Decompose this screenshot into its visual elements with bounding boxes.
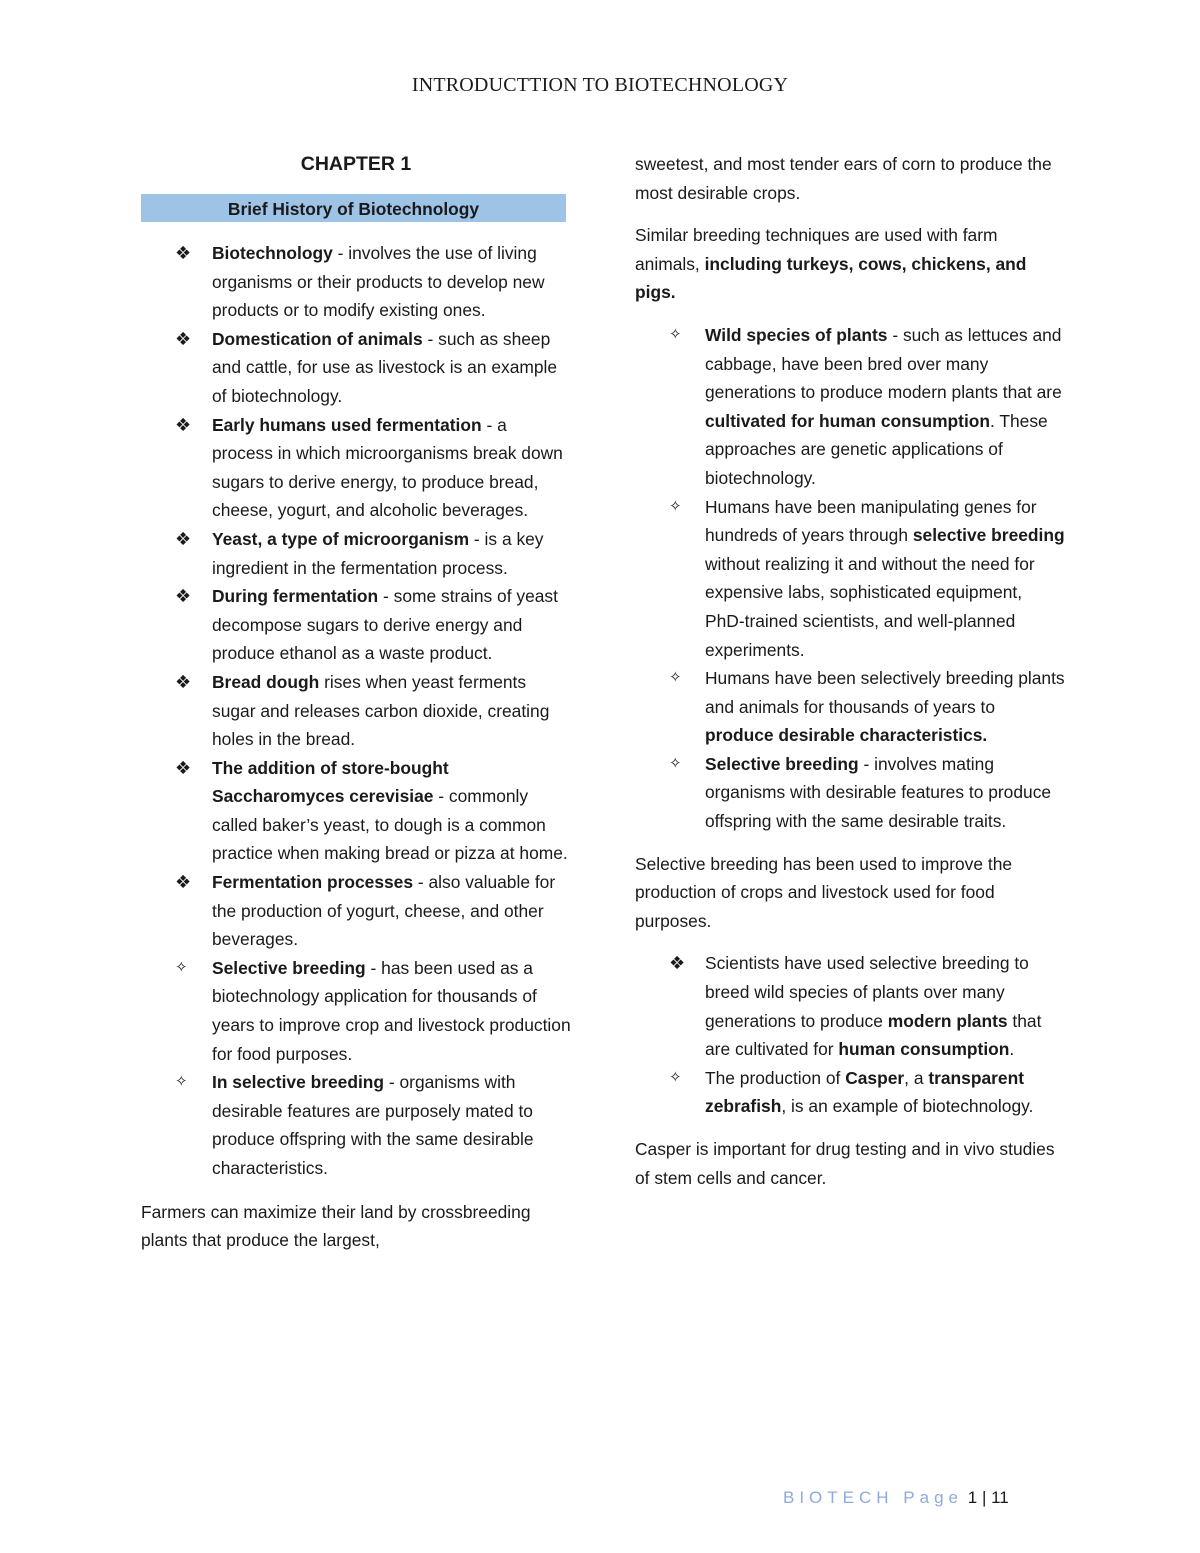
bold-term: Casper — [845, 1067, 905, 1088]
item-text: - a process in which microorganisms break down sugars to derive energy, to produce bread, cheese, yogurt, and alcoholic beverages. — [212, 414, 563, 521]
bold-term: transparent zebrafish — [705, 1067, 1025, 1117]
bold-term: Bread dough — [212, 671, 320, 692]
page-footer — [783, 1486, 1009, 1510]
list-item — [141, 582, 571, 668]
item-text: Humans have been manipulating genes for hundreds of years through — [705, 496, 1037, 546]
diamond-bullet-icon: ❖ — [175, 671, 192, 692]
item-text: , a — [904, 1067, 929, 1088]
star-bullet-icon: ✧ — [669, 754, 682, 772]
chapter-heading: CHAPTER 1 — [300, 153, 412, 175]
star-bullet-icon: ✧ — [669, 669, 682, 687]
item-text: - also valuable for the production of yogurt, cheese, and other beverages. — [212, 872, 556, 950]
footer-label: BIOTECH Page — [783, 1488, 963, 1507]
bold-term: Fermentation processes — [212, 872, 414, 893]
bold-term: cultivated for human consumption — [705, 410, 991, 431]
list-item — [635, 949, 1065, 1063]
list-item — [635, 1064, 1065, 1121]
star-bullet-icon: ✧ — [175, 958, 188, 976]
star-bullet-icon: ✧ — [669, 1068, 682, 1086]
star-bullet-icon: ✧ — [669, 325, 682, 343]
para-text: Similar breeding techniques are used with farm animals, — [635, 225, 998, 274]
list-item — [635, 493, 1065, 665]
bold-term: produce desirable characteristics. — [705, 725, 988, 746]
right-bullet-list-2 — [635, 949, 1065, 1121]
breeding-animals-paragraph — [635, 221, 1065, 307]
bold-term: selective breeding — [912, 525, 1065, 546]
list-item — [141, 668, 571, 754]
bold-term: In selective breeding — [212, 1072, 385, 1093]
bold-term: Early humans used fermentation — [212, 414, 482, 435]
left-column — [141, 150, 571, 1255]
item-text: - is a key ingredient in the fermentation process. — [212, 528, 544, 578]
bold-term: Domestication of animals — [212, 328, 423, 349]
list-item — [635, 321, 1065, 493]
list-item — [141, 239, 571, 325]
item-text: , is an example of biotechnology. — [781, 1096, 1034, 1117]
right-bullet-list-1 — [635, 321, 1065, 836]
para-bold: including turkeys, cows, chickens, and pigs. — [635, 253, 1027, 303]
item-text: - such as lettuces and cabbage, have been bred over many generations to produce modern plants that are — [705, 324, 1062, 403]
list-item — [141, 325, 571, 411]
casper-paragraph: Casper is important for drug testing and in vivo studies of stem cells and cancer. — [635, 1139, 1055, 1188]
bold-term: Selective breeding — [212, 957, 366, 978]
star-bullet-icon: ✧ — [669, 497, 682, 515]
bold-term: Wild species of plants — [705, 324, 888, 345]
item-text: - such as sheep and cattle, for use as livestock is an example of biotechnology. — [212, 328, 558, 406]
section-heading: Brief History of Biotechnology — [141, 194, 566, 222]
list-item — [141, 954, 571, 1068]
star-bullet-icon: ✧ — [175, 1073, 188, 1091]
diamond-bullet-icon: ❖ — [175, 757, 192, 778]
item-text: rises when yeast ferments sugar and releases carbon dioxide, creating holes in the bread. — [212, 671, 550, 750]
list-item — [635, 750, 1065, 836]
bold-term: Yeast, a type of microorganism — [212, 528, 470, 549]
item-text: - commonly called baker’s yeast, to dough is a common practice when making bread or pizza at home. — [212, 786, 568, 864]
item-text: that are cultivated for — [705, 1010, 1042, 1060]
closing-paragraph: Farmers can maximize their land by crossbreeding plants that produce the largest, — [141, 1201, 531, 1251]
item-text: Scientists have used selective breeding to breed wild species of plants over many generations to produce — [705, 953, 1029, 1031]
item-text: - involves the use of living organisms or their products to develop new products or to modify existing ones. — [212, 243, 545, 321]
diamond-bullet-icon: ❖ — [175, 586, 192, 607]
bold-term: During fermentation — [212, 586, 379, 607]
item-text: - organisms with desirable features are purposely mated to produce offspring with the same desirable characteristics. — [212, 1072, 534, 1178]
bold-term: Biotechnology — [212, 243, 333, 263]
item-text: . — [1009, 1039, 1015, 1060]
item-text: without realizing it and without the need for expensive labs, sophisticated equipment, PhD-trained scientists, and well-planned experiments. — [705, 553, 1035, 660]
bold-term: human consumption — [838, 1039, 1010, 1060]
item-text: - has been used as a biotechnology application for thousands of years to improve crop and livestock production for food purposes. — [212, 957, 571, 1064]
page-number: 1 — [967, 1488, 978, 1507]
left-bullet-list — [141, 239, 571, 1183]
list-item — [141, 1068, 571, 1182]
list-item — [141, 868, 571, 954]
footer-separator: | — [981, 1488, 987, 1507]
item-text: - involves mating organisms with desirable features to produce offspring with the same desirable traits. — [705, 753, 1052, 832]
diamond-bullet-icon: ❖ — [175, 328, 192, 349]
item-text: - some strains of yeast decompose sugars to derive energy and produce ethanol as a waste product. — [212, 586, 558, 664]
diamond-bullet-icon: ❖ — [669, 953, 686, 974]
item-text: The production of — [705, 1067, 846, 1088]
diamond-bullet-icon: ❖ — [175, 528, 192, 549]
list-item — [141, 525, 571, 582]
list-item — [141, 754, 571, 868]
diamond-bullet-icon: ❖ — [175, 414, 192, 435]
page-total: 11 — [991, 1488, 1009, 1507]
selective-breeding-paragraph: Selective breeding has been used to improve the production of crops and livestock used for food purposes. — [635, 853, 1013, 931]
bold-term: The addition of store-bought Saccharomyces cerevisiae — [212, 757, 449, 807]
right-column — [635, 150, 1065, 1192]
list-item — [635, 664, 1065, 750]
document-title: INTRODUCTTION TO BIOTECHNOLOGY — [411, 74, 789, 96]
item-text: Humans have been selectively breeding plants and animals for thousands of years to — [705, 668, 1065, 717]
diamond-bullet-icon: ❖ — [175, 872, 192, 893]
diamond-bullet-icon: ❖ — [175, 243, 192, 263]
bold-term: Selective breeding — [705, 753, 859, 774]
bold-term: modern plants — [887, 1010, 1008, 1031]
item-text: . These approaches are genetic applications of biotechnology. — [705, 410, 1048, 488]
continuation-paragraph: sweetest, and most tender ears of corn to produce the most desirable crops. — [635, 154, 1052, 203]
list-item — [141, 411, 571, 525]
